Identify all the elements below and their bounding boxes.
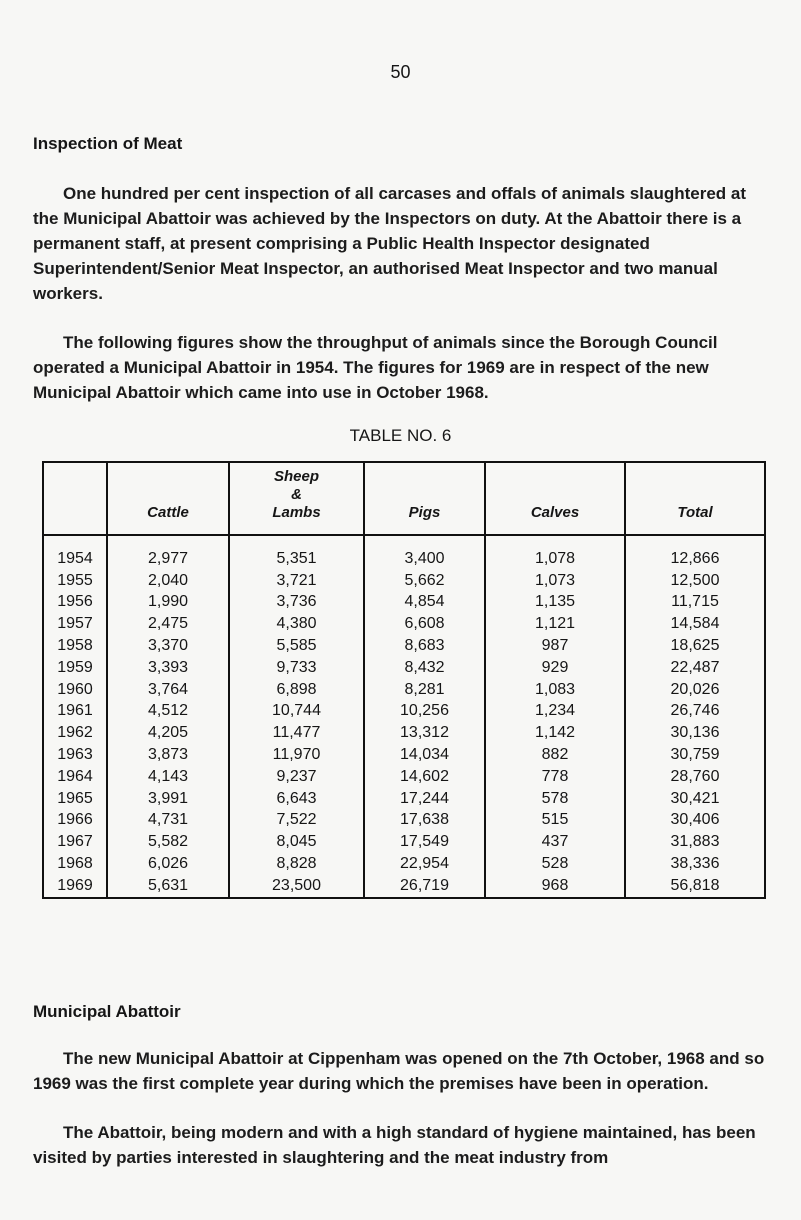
cell-sheep-lambs: 3,736 [229,592,364,614]
cell-pigs: 22,954 [364,853,485,875]
cell-year: 1968 [57,855,93,873]
cell-calves: 929 [485,657,625,679]
table-row [43,613,765,635]
cell-pigs: 8,683 [364,635,485,657]
cell-calves: 778 [485,766,625,788]
cell-pigs: 17,549 [364,831,485,853]
cell-total: 38,336 [625,853,765,875]
cell-year: 1963 [57,746,93,764]
cell-total: 30,421 [625,788,765,810]
cell-pigs: 5,662 [364,570,485,592]
cell-calves: 437 [485,831,625,853]
table-row [43,810,765,832]
cell-year: 1969 [57,876,93,894]
table-header-row [43,462,765,535]
cell-sheep-lambs: 6,643 [229,788,364,810]
cell-cattle: 2,040 [107,570,229,592]
table-row [43,744,765,766]
cell-total: 18,625 [625,635,765,657]
table-row [43,679,765,701]
cell-cattle: 4,205 [107,722,229,744]
cell-cattle: 3,873 [107,744,229,766]
cell-cattle: 3,393 [107,657,229,679]
cell-total: 14,584 [625,613,765,635]
paragraph-throughput-text: The following figures show the throughput of animals since the Borough Council operated a Municipal Abattoir in 1954. The figures for 1969 are in respect of the new Municipal Abattoir which came into use in October 1968. [33,333,718,402]
cell-total: 30,759 [625,744,765,766]
cell-year: 1959 [57,658,93,676]
cell-calves: 1,142 [485,722,625,744]
cell-total: 11,715 [625,592,765,614]
cell-total: 31,883 [625,831,765,853]
cell-calves: 515 [485,810,625,832]
table-row [43,766,765,788]
cell-cattle: 3,764 [107,679,229,701]
cell-year: 1956 [57,593,93,611]
page-number: 50 [390,62,411,82]
cell-total: 28,760 [625,766,765,788]
cell-cattle: 5,631 [107,875,229,898]
cell-sheep-lambs: 6,898 [229,679,364,701]
table-row [43,570,765,592]
cell-pigs: 13,312 [364,722,485,744]
cell-year: 1961 [57,702,93,720]
cell-total: 26,746 [625,701,765,723]
cell-total: 22,487 [625,657,765,679]
cell-sheep-lambs: 3,721 [229,570,364,592]
cell-total: 30,136 [625,722,765,744]
table-row [43,875,765,898]
cell-pigs: 4,854 [364,592,485,614]
cell-year: 1955 [57,571,93,589]
cell-calves: 1,135 [485,592,625,614]
cell-pigs: 17,638 [364,810,485,832]
cell-cattle: 4,731 [107,810,229,832]
cell-total: 12,866 [625,535,765,570]
cell-cattle: 3,991 [107,788,229,810]
cell-calves: 987 [485,635,625,657]
cell-year: 1960 [57,680,93,698]
cell-sheep-lambs: 10,744 [229,701,364,723]
cell-calves: 528 [485,853,625,875]
table-row [43,701,765,723]
paragraph-abattoir-visits [33,1120,771,1170]
cell-sheep-lambs: 5,585 [229,635,364,657]
cell-pigs: 14,034 [364,744,485,766]
cell-calves: 1,078 [485,535,625,570]
cell-sheep-lambs: 8,828 [229,853,364,875]
cell-sheep-lambs: 5,351 [229,535,364,570]
table-row [43,535,765,570]
cell-year: 1958 [57,637,93,655]
cell-cattle: 4,143 [107,766,229,788]
cell-pigs: 14,602 [364,766,485,788]
cell-year: 1966 [57,811,93,829]
cell-year: 1962 [57,724,93,742]
paragraph-throughput [33,330,771,405]
table-row [43,831,765,853]
header-sheep-lambs: Sheep & Lambs [229,462,364,535]
cell-calves: 1,121 [485,613,625,635]
cell-sheep-lambs: 4,380 [229,613,364,635]
cell-calves: 578 [485,788,625,810]
cell-sheep-lambs: 7,522 [229,810,364,832]
header-pigs: Pigs [364,462,485,535]
cell-sheep-lambs: 11,477 [229,722,364,744]
cell-year: 1957 [57,615,93,633]
cell-pigs: 10,256 [364,701,485,723]
header-total: Total [625,462,765,535]
cell-total: 56,818 [625,875,765,898]
table-row [43,788,765,810]
cell-pigs: 26,719 [364,875,485,898]
cell-sheep-lambs: 11,970 [229,744,364,766]
paragraph-inspection-text: One hundred per cent inspection of all carcases and offals of animals slaughtered at the Municipal Abattoir was achieved by the Inspectors on duty. At the Abattoir there is a permanent staff, at present comprising a Public Health Inspector designated Superintendent/Senior Meat Inspector, an authorised Meat Inspector and two manual workers. [33,184,747,303]
cell-calves: 968 [485,875,625,898]
cell-total: 20,026 [625,679,765,701]
cell-sheep-lambs: 9,733 [229,657,364,679]
cell-year: 1967 [57,833,93,851]
table-row [43,635,765,657]
cell-cattle: 5,582 [107,831,229,853]
cell-cattle: 4,512 [107,701,229,723]
section-heading-inspection: Inspection of Meat [33,134,183,153]
cell-pigs: 8,432 [364,657,485,679]
cell-pigs: 6,608 [364,613,485,635]
cell-year: 1965 [57,789,93,807]
paragraph-abattoir-visits-text: The Abattoir, being modern and with a high standard of hygiene maintained, has been visited by parties interested in slaughtering and the meat industry from [33,1123,756,1167]
throughput-table [42,461,766,899]
cell-cattle: 6,026 [107,853,229,875]
table-row [43,722,765,744]
paragraph-inspection [33,181,771,306]
header-cattle: Cattle [107,462,229,535]
cell-total: 12,500 [625,570,765,592]
header-calves: Calves [485,462,625,535]
cell-cattle: 2,977 [107,535,229,570]
cell-sheep-lambs: 9,237 [229,766,364,788]
cell-cattle: 1,990 [107,592,229,614]
cell-calves: 1,083 [485,679,625,701]
cell-calves: 882 [485,744,625,766]
table-row [43,853,765,875]
section-heading-abattoir: Municipal Abattoir [33,1002,181,1021]
cell-sheep-lambs: 8,045 [229,831,364,853]
cell-calves: 1,073 [485,570,625,592]
table-row [43,592,765,614]
cell-cattle: 2,475 [107,613,229,635]
cell-pigs: 17,244 [364,788,485,810]
cell-year: 1964 [57,767,93,785]
header-year [43,462,107,535]
cell-cattle: 3,370 [107,635,229,657]
paragraph-abattoir-opening [33,1046,771,1096]
table-title: TABLE NO. 6 [349,426,452,445]
cell-pigs: 3,400 [364,535,485,570]
table-row [43,657,765,679]
cell-sheep-lambs: 23,500 [229,875,364,898]
cell-year: 1954 [57,549,93,567]
cell-calves: 1,234 [485,701,625,723]
cell-total: 30,406 [625,810,765,832]
paragraph-abattoir-opening-text: The new Municipal Abattoir at Cippenham was opened on the 7th October, 1968 and so 1969 was the first complete year during which the premises have been in operation. [33,1049,765,1093]
cell-pigs: 8,281 [364,679,485,701]
